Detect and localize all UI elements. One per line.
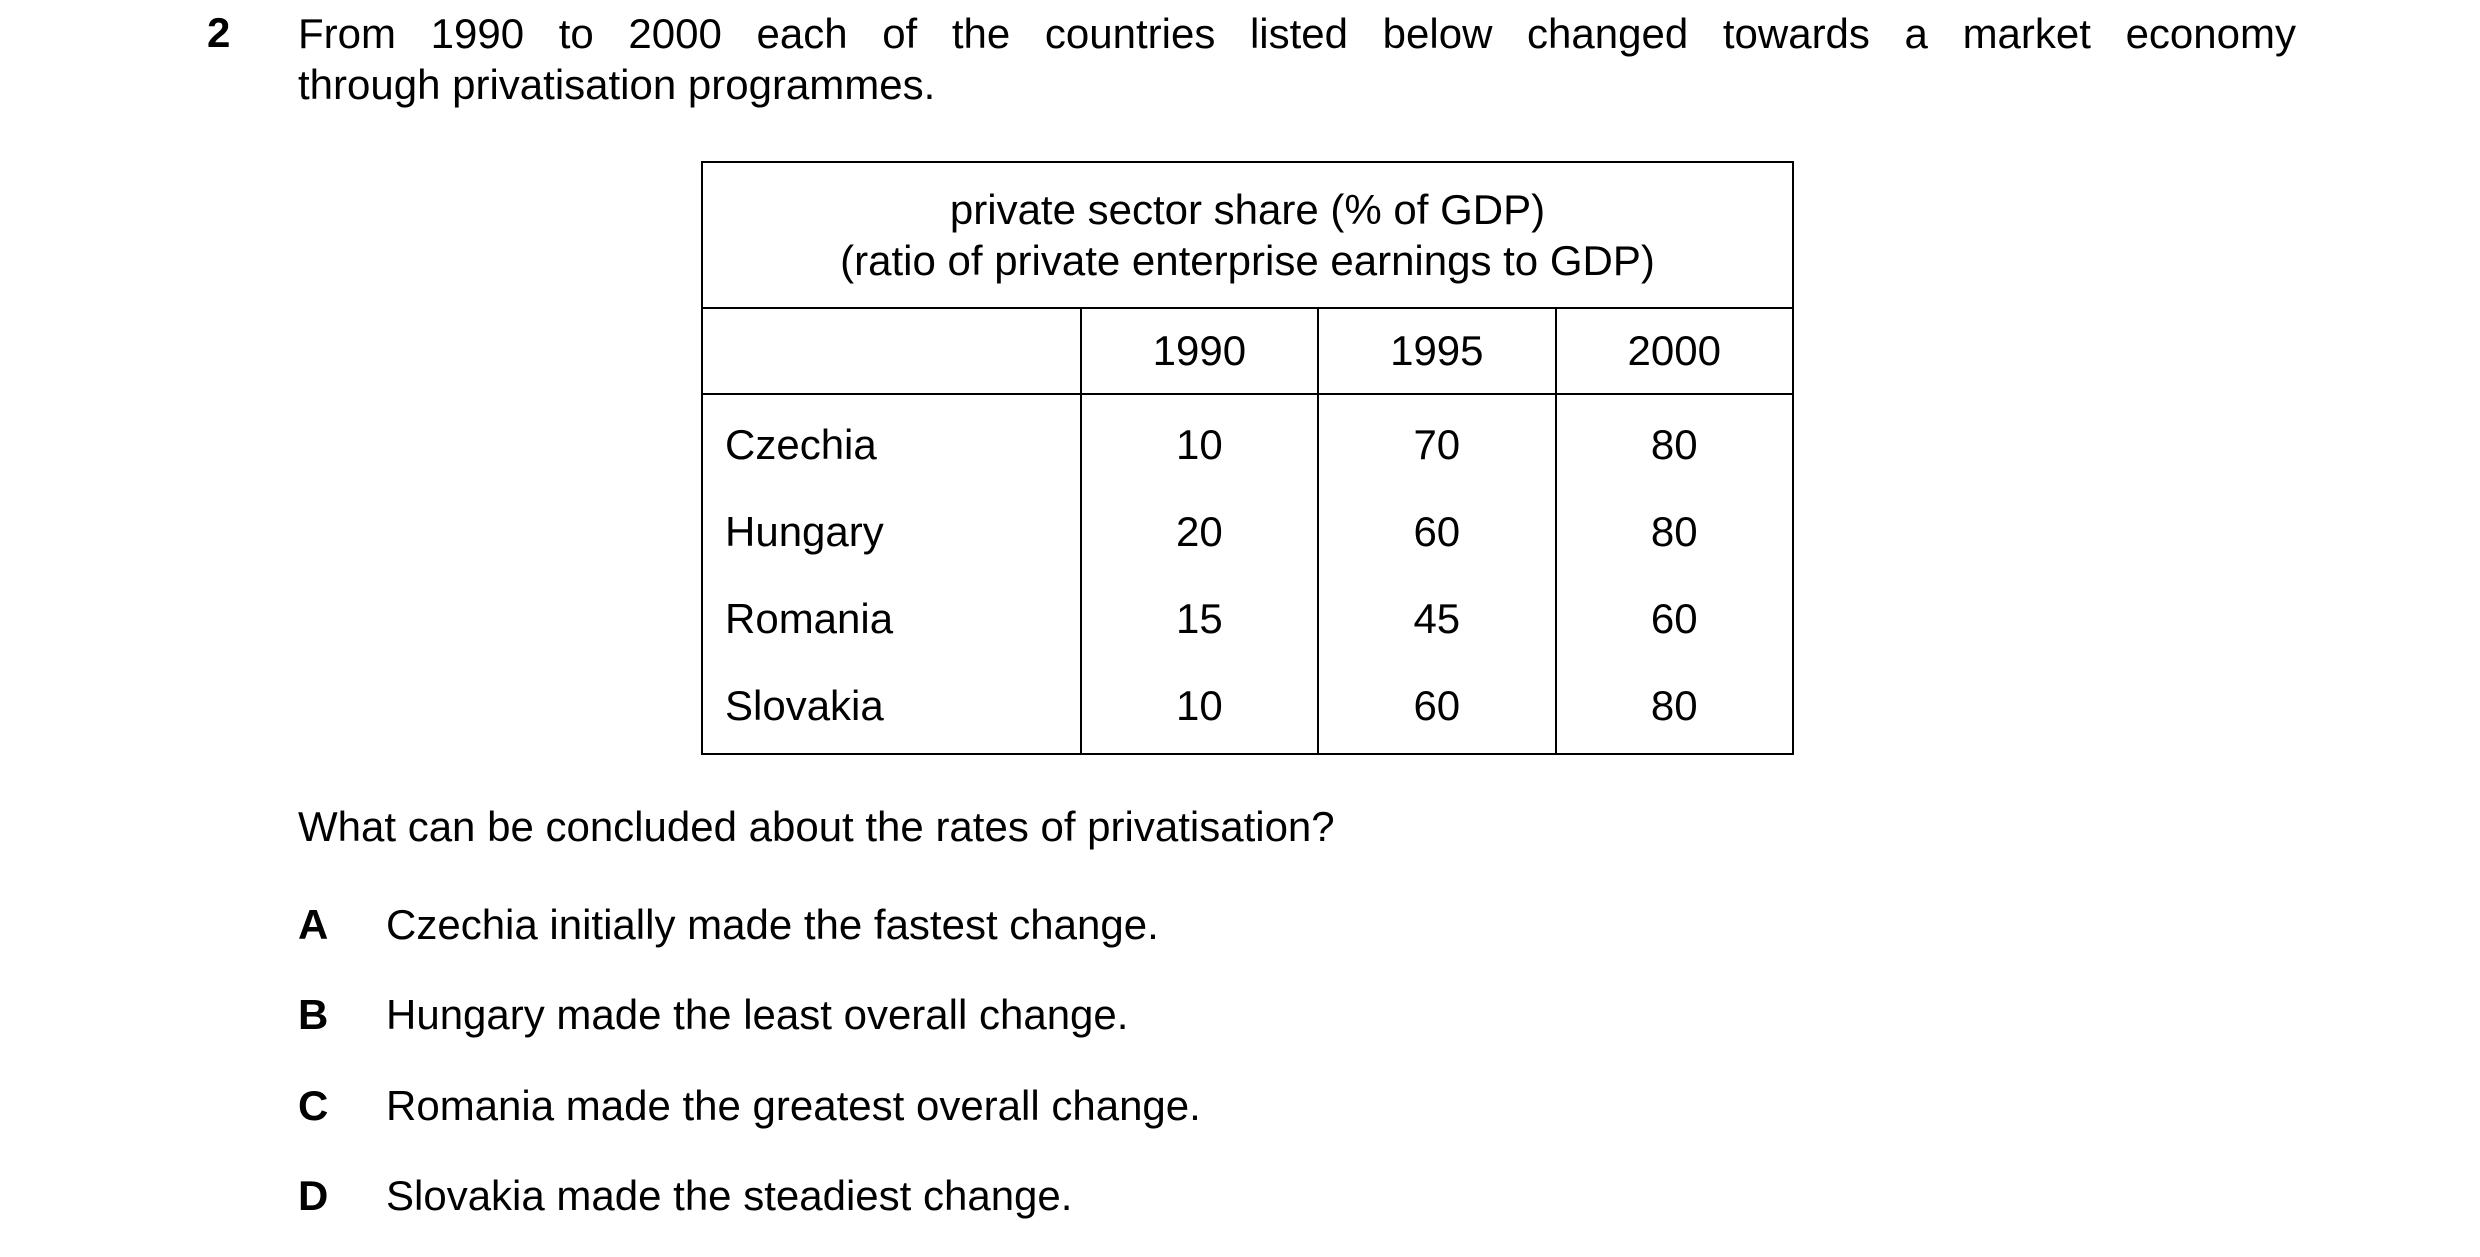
value-cell: 60 — [1556, 575, 1793, 662]
question-stem-line-2: through privatisation programmes. — [298, 61, 936, 108]
header-year: 1995 — [1318, 308, 1555, 394]
value-cell: 80 — [1556, 662, 1793, 754]
table-title-line-2: (ratio of private enterprise earnings to GDP) — [840, 237, 1655, 284]
option-c[interactable] — [298, 1081, 1201, 1131]
value-cell: 10 — [1081, 662, 1318, 754]
table-header-row — [702, 308, 1793, 394]
table-title-line-1: private sector share (% of GDP) — [949, 186, 1546, 233]
question-number: 2 — [207, 9, 231, 56]
table-row — [702, 488, 1793, 575]
option-letter: A — [298, 901, 329, 948]
option-text: Slovakia made the steadiest change. — [386, 1172, 1073, 1219]
table-row — [702, 575, 1793, 662]
country-cell: Czechia — [702, 394, 1081, 488]
value-cell: 80 — [1556, 394, 1793, 488]
option-a[interactable] — [298, 900, 1159, 950]
country-cell: Romania — [702, 575, 1081, 662]
header-cell-empty — [702, 308, 1081, 394]
table-row — [702, 662, 1793, 754]
option-letter: C — [298, 1082, 329, 1129]
header-year: 1990 — [1081, 308, 1318, 394]
country-cell: Hungary — [702, 488, 1081, 575]
option-letter: B — [298, 991, 329, 1038]
value-cell: 15 — [1081, 575, 1318, 662]
option-text: Romania made the greatest overall change. — [386, 1082, 1201, 1129]
header-year: 2000 — [1556, 308, 1793, 394]
option-text: Hungary made the least overall change. — [386, 991, 1129, 1038]
table-row — [702, 394, 1793, 488]
option-d[interactable] — [298, 1171, 1072, 1221]
table-title — [702, 162, 1793, 308]
option-text: Czechia initially made the fastest change. — [386, 901, 1159, 948]
value-cell: 60 — [1318, 488, 1555, 575]
value-cell: 70 — [1318, 394, 1555, 488]
country-cell: Slovakia — [702, 662, 1081, 754]
question-stem-line-1: From 1990 to 2000 each of the countries listed below changed towards a market economy — [298, 10, 2296, 57]
value-cell: 10 — [1081, 394, 1318, 488]
question-prompt: What can be concluded about the rates of privatisation? — [298, 803, 1335, 850]
question-stem — [298, 8, 2296, 110]
value-cell: 45 — [1318, 575, 1555, 662]
table-title-row — [702, 162, 1793, 308]
option-letter: D — [298, 1172, 329, 1219]
privatisation-table — [701, 161, 1794, 755]
option-b[interactable] — [298, 990, 1128, 1040]
value-cell: 60 — [1318, 662, 1555, 754]
value-cell: 20 — [1081, 488, 1318, 575]
value-cell: 80 — [1556, 488, 1793, 575]
